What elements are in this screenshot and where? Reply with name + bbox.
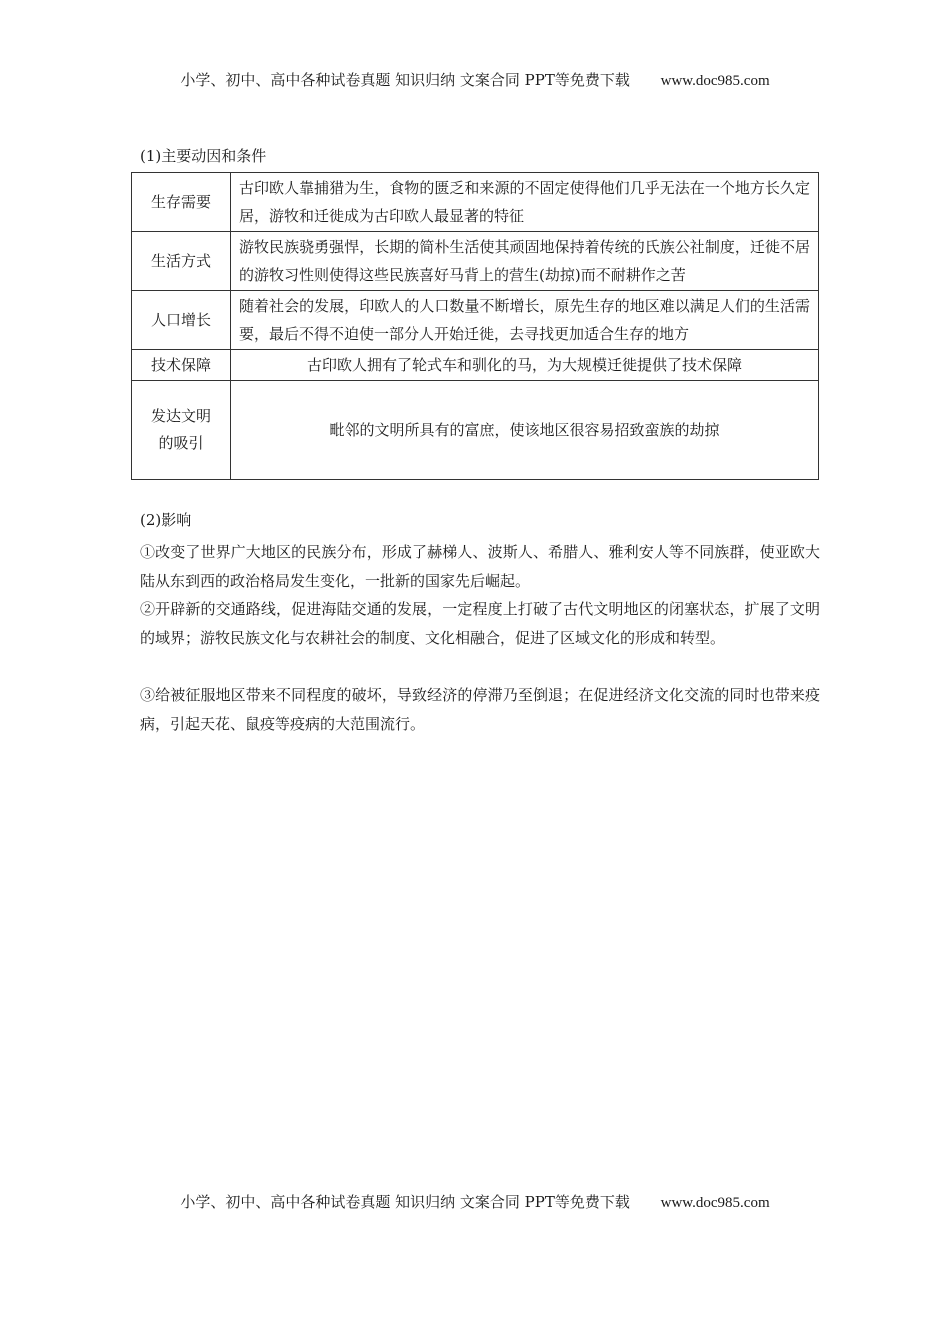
table-row <box>132 232 819 291</box>
impact-paragraph-1: ①改变了世界广大地区的民族分布，形成了赫梯人、波斯人、希腊人、雅利安人等不同族群，使亚欧大陆从东到西的政治格局发生变化，一批新的国家先后崛起。 <box>140 543 820 590</box>
footer-text: 小学、初中、高中各种试卷真题 知识归纳 文案合同 PPT等免费下载 <box>180 1193 630 1211</box>
row-label: 人口增长 <box>132 291 231 350</box>
causes-table <box>131 172 819 480</box>
table-row <box>132 381 819 480</box>
page-footer <box>0 1191 950 1212</box>
row-label-line2: 的吸引 <box>158 434 204 452</box>
row-label: 技术保障 <box>132 350 231 381</box>
page-header <box>0 69 950 90</box>
row-content: 古印欧人靠捕猎为生，食物的匮乏和来源的不固定使得他们几乎无法在一个地方长久定居，游牧和迁徙成为古印欧人最显著的特征 <box>231 173 819 232</box>
row-content: 游牧民族骁勇强悍，长期的简朴生活使其顽固地保持着传统的氏族公社制度，迁徙不居的游牧习性则使得这些民族喜好马背上的营生(劫掠)而不耐耕作之苦 <box>231 232 819 291</box>
table-row <box>132 291 819 350</box>
row-label: 生存需要 <box>132 173 231 232</box>
table-row <box>132 350 819 381</box>
row-content: 古印欧人拥有了轮式车和驯化的马，为大规模迁徙提供了技术保障 <box>231 350 819 381</box>
table-row <box>132 173 819 232</box>
impact-paragraph-2: ②开辟新的交通路线，促进海陆交通的发展，一定程度上打破了古代文明地区的闭塞状态，扩展了文明的域界；游牧民族文化与农耕社会的制度、文化相融合，促进了区域文化的形成和转型。 <box>140 600 820 647</box>
row-content: 毗邻的文明所具有的富庶，使该地区很容易招致蛮族的劫掠 <box>231 381 819 480</box>
section-title-impact: (2)影响 <box>140 511 192 529</box>
impact-paragraph-3: ③给被征服地区带来不同程度的破坏，导致经济的停滞乃至倒退；在促进经济文化交流的同时也带来疫病，引起天花、鼠疫等疫病的大范围流行。 <box>140 686 820 733</box>
row-label: 生活方式 <box>132 232 231 291</box>
row-label-line1: 发达文明 <box>150 407 211 425</box>
section-title-causes: (1)主要动因和条件 <box>140 147 267 165</box>
footer-url[interactable]: www.doc985.com <box>660 1195 770 1211</box>
row-label <box>132 381 231 480</box>
row-content: 随着社会的发展，印欧人的人口数量不断增长，原先生存的地区难以满足人们的生活需要，最后不得不迫使一部分人开始迁徙，去寻找更加适合生存的地方 <box>231 291 819 350</box>
header-text: 小学、初中、高中各种试卷真题 知识归纳 文案合同 PPT等免费下载 <box>180 71 630 89</box>
header-url[interactable]: www.doc985.com <box>660 73 770 89</box>
